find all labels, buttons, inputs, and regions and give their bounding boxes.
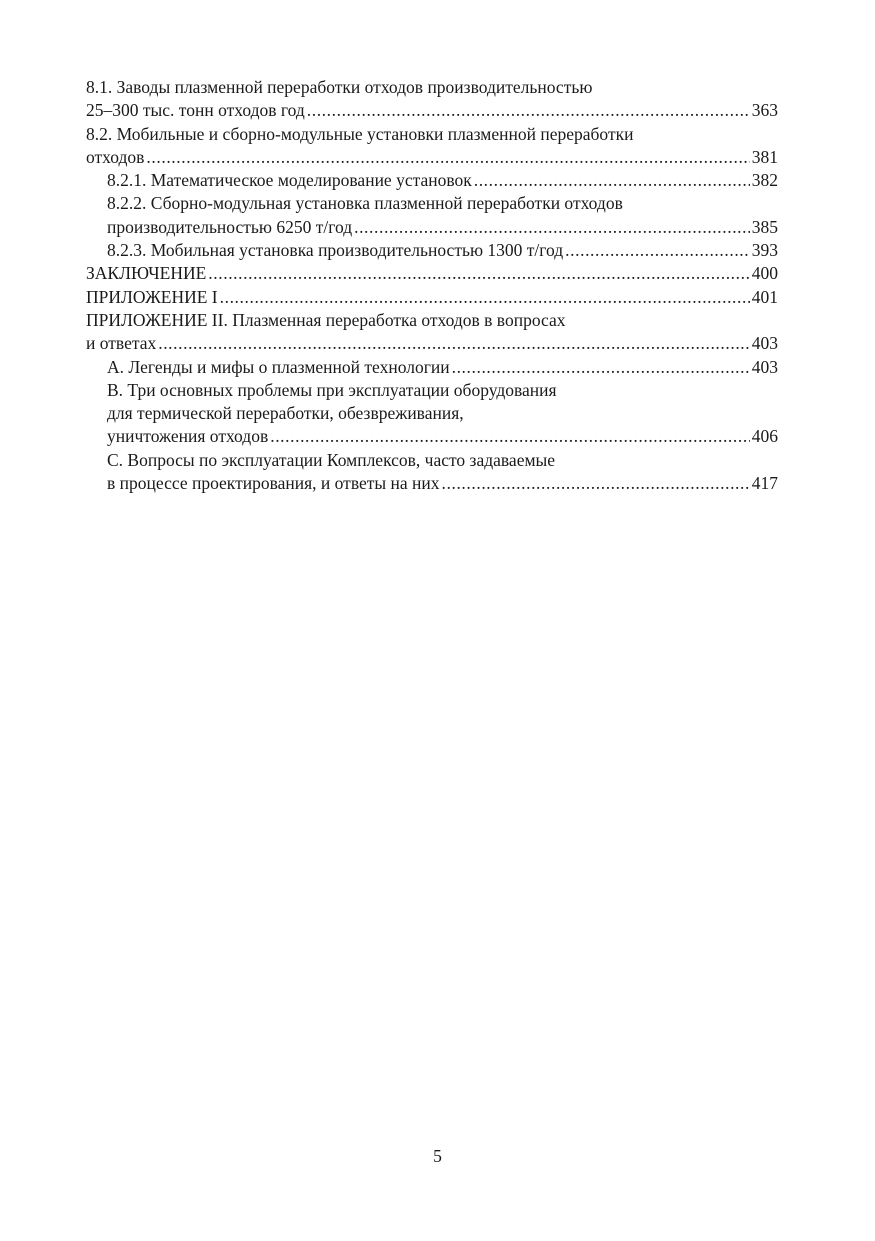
dot-leader bbox=[146, 146, 749, 169]
toc-entry-page: 385 bbox=[751, 216, 778, 237]
toc-entry-last-line bbox=[107, 216, 778, 239]
toc-entry-last-line bbox=[107, 425, 778, 448]
dot-leader bbox=[565, 239, 750, 262]
toc-entry-last-line bbox=[86, 262, 778, 285]
toc-entry-page: 417 bbox=[751, 473, 778, 494]
toc-entry-title: 8.2.1. Математическое моделирование установок bbox=[107, 170, 472, 191]
toc-entry-text-line: 8.2. Мобильные и сборно-модульные установки плазменной переработки bbox=[86, 123, 634, 144]
toc-entry-last-line bbox=[107, 472, 778, 495]
toc-entry-title: отходов bbox=[86, 146, 145, 167]
toc-entry-title: в процессе проектирования, и ответы на них bbox=[107, 473, 440, 494]
toc-entry-page: 382 bbox=[751, 170, 778, 191]
toc-entry-last-line bbox=[107, 169, 778, 192]
toc-entry-text-line: C. Вопросы по эксплуатации Комплексов, часто задаваемые bbox=[107, 449, 556, 470]
toc-entry-page: 381 bbox=[751, 146, 778, 167]
toc-entry bbox=[86, 239, 778, 262]
table-of-contents bbox=[86, 76, 778, 495]
page-number: 5 bbox=[433, 1146, 442, 1166]
dot-leader bbox=[354, 216, 750, 239]
toc-entry-last-line bbox=[86, 286, 778, 309]
toc-entry-title: ЗАКЛЮЧЕНИЕ bbox=[86, 263, 207, 284]
dot-leader bbox=[208, 262, 749, 285]
toc-entry-last-line bbox=[86, 332, 778, 355]
toc-entry-page: 401 bbox=[751, 286, 778, 307]
toc-entry bbox=[86, 286, 778, 309]
dot-leader bbox=[442, 472, 750, 495]
toc-entry bbox=[86, 123, 778, 170]
toc-entry-page: 400 bbox=[751, 263, 778, 284]
toc-entry-page: 363 bbox=[751, 100, 778, 121]
toc-entry-text-line: для термической переработки, обезвреживания, bbox=[107, 403, 464, 424]
toc-entry bbox=[86, 379, 778, 449]
toc-entry-text-line: 8.2.2. Сборно-модульная установка плазменной переработки отходов bbox=[107, 193, 623, 214]
toc-entry-page: 403 bbox=[751, 356, 778, 377]
dot-leader bbox=[158, 332, 750, 355]
toc-entry-last-line bbox=[86, 146, 778, 169]
toc-entry bbox=[86, 76, 778, 123]
toc-entry-title: ПРИЛОЖЕНИЕ I bbox=[86, 286, 218, 307]
dot-leader bbox=[307, 99, 750, 122]
toc-entry-text-line: B. Три основных проблемы при эксплуатации оборудования bbox=[107, 379, 557, 400]
toc-entry-title: и ответах bbox=[86, 333, 157, 354]
toc-entry-page: 393 bbox=[751, 240, 778, 261]
toc-entry-title: производительностью 6250 т/год bbox=[107, 216, 353, 237]
toc-entry bbox=[86, 449, 778, 496]
toc-entry-title: уничтожения отходов bbox=[107, 426, 269, 447]
dot-leader bbox=[220, 286, 750, 309]
toc-entry bbox=[86, 262, 778, 285]
toc-entry-text-line: 8.1. Заводы плазменной переработки отходов производительностью bbox=[86, 77, 593, 97]
dot-leader bbox=[270, 425, 750, 448]
toc-entry-last-line bbox=[107, 239, 778, 262]
toc-entry-last-line bbox=[107, 356, 778, 379]
toc-entry bbox=[86, 356, 778, 379]
toc-entry bbox=[86, 192, 778, 239]
toc-entry bbox=[86, 309, 778, 356]
toc-entry-title: 8.2.3. Мобильная установка производительностью 1300 т/год bbox=[107, 240, 564, 261]
toc-entry-title: 25–300 тыс. тонн отходов год bbox=[86, 100, 305, 121]
dot-leader bbox=[474, 169, 750, 192]
toc-entry-page: 403 bbox=[751, 333, 778, 354]
toc-entry-page: 406 bbox=[751, 426, 778, 447]
toc-entry bbox=[86, 169, 778, 192]
toc-entry-title: A. Легенды и мифы о плазменной технологии bbox=[107, 356, 450, 377]
toc-entry-last-line bbox=[86, 99, 778, 122]
toc-entry-text-line: ПРИЛОЖЕНИЕ II. Плазменная переработка отходов в вопросах bbox=[86, 309, 566, 330]
dot-leader bbox=[452, 356, 750, 379]
